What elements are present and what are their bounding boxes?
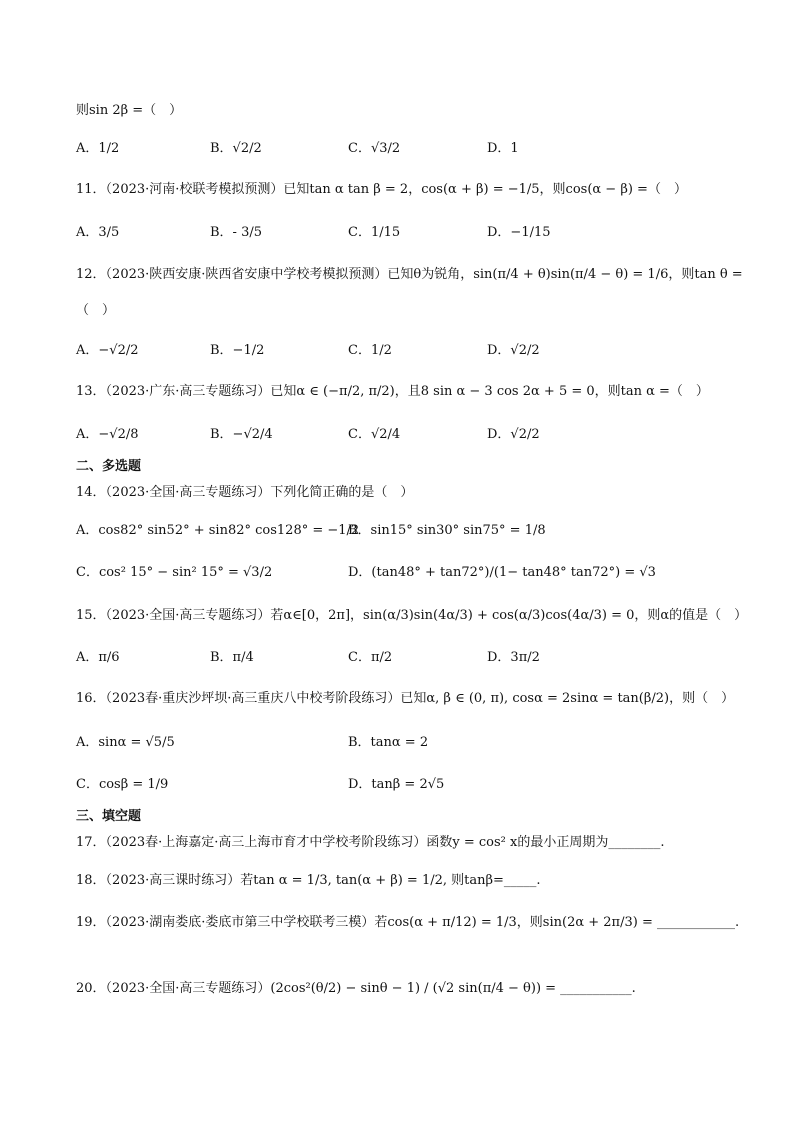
- option-c: C．1/15: [348, 225, 401, 240]
- option-d: D．−1/15: [487, 225, 551, 240]
- option-a: A．−√2/2: [76, 343, 139, 358]
- question-11: 11．（2023·河南·校联考模拟预测）已知tan α tan β = 2，cos(α + β) = −1/5，则cos(α − β) =（ ）: [76, 182, 687, 197]
- option-d: D．tanβ = 2√5: [348, 777, 445, 792]
- option-b: B．√2/2: [210, 141, 262, 156]
- option-c: C．π/2: [348, 650, 393, 665]
- question-12-continued: （ ）: [76, 303, 116, 318]
- question-12: 12．（2023·陕西安康·陕西省安康中学校考模拟预测）已知θ为锐角，sin(π/4 + θ)sin(π/4 − θ) = 1/6，则tan θ =: [76, 267, 743, 282]
- option-a: A．sinα = √5/5: [76, 735, 175, 750]
- question-15: 15．（2023·全国·高三专题练习）若α∈[0，2π]，sin(α/3)sin(4α/3) + cos(α/3)cos(4α/3) = 0，则α的值是（ ）: [76, 608, 748, 623]
- option-d: D．(tan48° + tan72°)/(1− tan48° tan72°) = √3: [348, 565, 656, 580]
- option-b: B．−√2/4: [210, 427, 273, 442]
- option-a: A．π/6: [76, 650, 120, 665]
- section-heading-fill-in: 三、填空题: [76, 809, 142, 824]
- option-d: D．√2/2: [487, 343, 540, 358]
- option-b: B．sin15° sin30° sin75° = 1/8: [348, 523, 546, 538]
- question-10-stem: 则sin 2β =（ ）: [76, 103, 183, 118]
- option-c: C．cosβ = 1/9: [76, 777, 169, 792]
- question-17: 17．（2023春·上海嘉定·高三上海市育才中学校考阶段练习）函数y = cos² x的最小正周期为________.: [76, 835, 665, 850]
- section-heading-multiple-choice: 二、多选题: [76, 459, 142, 474]
- option-d: D．3π/2: [487, 650, 540, 665]
- option-a: A．1/2: [76, 141, 120, 156]
- option-c: C．√2/4: [348, 427, 401, 442]
- question-18: 18．（2023·高三课时练习）若tan α = 1/3, tan(α + β) = 1/2, 则tanβ=_____.: [76, 873, 541, 888]
- question-19: 19．（2023·湖南娄底·娄底市第三中学校联考三模）若cos(α + π/12) = 1/3，则sin(2α + 2π/3) = ____________.: [76, 915, 740, 930]
- option-b: B．- 3/5: [210, 225, 263, 240]
- option-d: D．√2/2: [487, 427, 540, 442]
- option-c: C．1/2: [348, 343, 392, 358]
- option-b: B．π/4: [210, 650, 254, 665]
- option-a: A．3/5: [76, 225, 120, 240]
- question-20: 20．（2023·全国·高三专题练习）(2cos²(θ/2) − sinθ − 1) / (√2 sin(π/4 − θ)) = ___________.: [76, 981, 636, 996]
- option-a: A．−√2/8: [76, 427, 139, 442]
- question-16: 16．（2023春·重庆沙坪坝·高三重庆八中校考阶段练习）已知α, β ∈ (0, π), cosα = 2sinα = tan(β/2)，则（ ）: [76, 691, 735, 706]
- option-c: C．√3/2: [348, 141, 401, 156]
- option-d: D．1: [487, 141, 519, 156]
- option-b: B．tanα = 2: [348, 735, 429, 750]
- option-c: C．cos² 15° − sin² 15° = √3/2: [76, 565, 273, 580]
- question-13: 13．（2023·广东·高三专题练习）已知α ∈ (−π/2, π/2)，且8 sin α − 3 cos 2α + 5 = 0，则tan α =（ ）: [76, 384, 709, 399]
- question-14: 14．（2023·全国·高三专题练习）下列化简正确的是（ ）: [76, 485, 414, 500]
- option-b: B．−1/2: [210, 343, 265, 358]
- option-a: A．cos82° sin52° + sin82° cos128° = −1/2: [76, 523, 360, 538]
